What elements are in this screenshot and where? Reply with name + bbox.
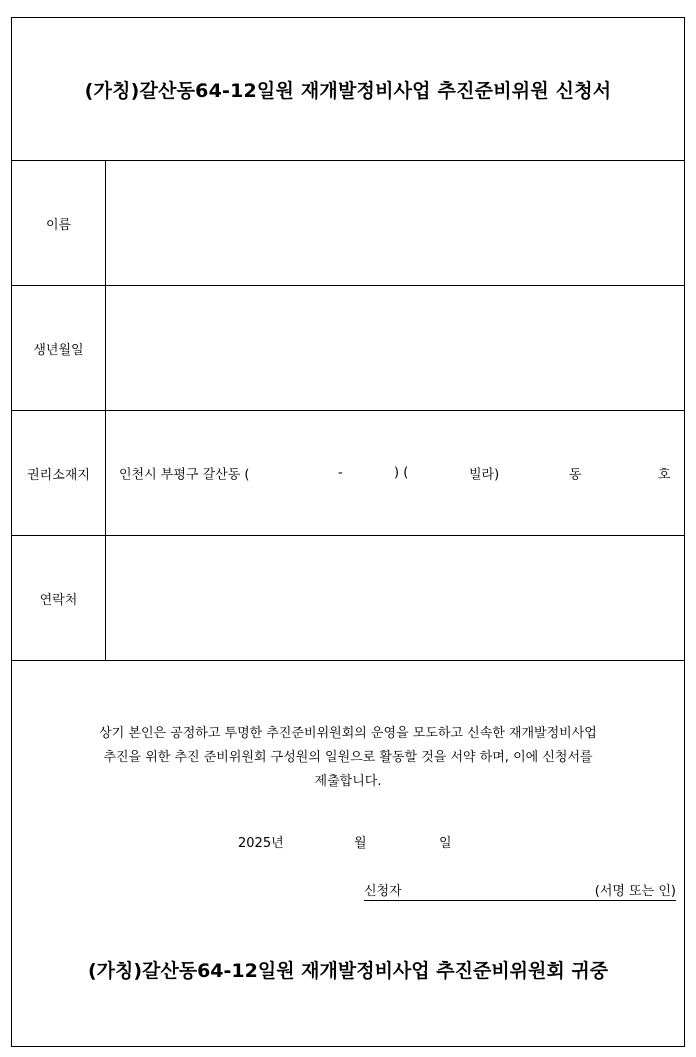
birth-label: 생년월일 [12,286,106,410]
contact-label: 연락처 [12,536,106,660]
property-label: 권리소재지 [12,411,106,535]
property-field[interactable] [106,411,684,535]
addressee: (가칭)갈산동64-12일원 재개발정비사업 추진준비위원회 귀중 [87,960,609,982]
pledge-line-2: 추진을 위한 추진 준비위원회 구성원의 일원으로 활동할 것을 서약 하며, 이에 신청서를 [103,750,593,765]
address-villa: 빌라) [469,467,500,483]
name-field[interactable] [106,161,684,285]
signature-line[interactable] [364,880,676,901]
pledge-statement [12,722,684,794]
property-row [12,411,684,536]
address-paren: ) ( [394,465,409,481]
title-row [12,18,684,161]
birth-row [12,286,684,411]
application-form [11,17,685,1047]
document-title: (가칭)갈산동64-12일원 재개발정비사업 추진준비위원 신청서 [84,79,612,102]
birth-field[interactable] [106,286,684,410]
contact-row [12,536,684,661]
address-prefix: 인천시 부평구 갈산동 ( [119,467,250,483]
date-day[interactable]: 일 [439,836,452,851]
address-dash: - [338,465,343,481]
address-ho: 호 [658,467,671,483]
contact-field[interactable] [106,536,684,660]
date-month[interactable]: 월 [354,836,367,851]
name-label: 이름 [12,161,106,285]
name-row [12,161,684,286]
applicant-label: 신청자 [364,884,402,899]
date-year: 2025년 [238,836,284,851]
pledge-line-1: 상기 본인은 공정하고 투명한 추진준비위원회의 운영을 모도하고 신속한 재개발정비사업 [99,726,597,741]
pledge-line-3: 제출합니다. [314,774,382,789]
address-dong: 동 [569,467,582,483]
signature-note: (서명 또는 인) [594,884,676,899]
